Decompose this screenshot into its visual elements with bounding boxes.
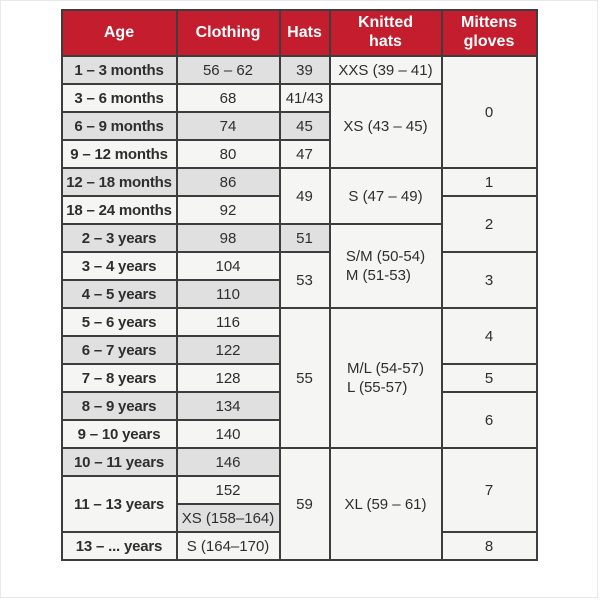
hats-cell: 45 xyxy=(280,112,330,140)
hats-cell: 41/43 xyxy=(280,84,330,112)
age-cell: 3 – 6 months xyxy=(62,84,177,112)
knitted-hats-cell: XXS (39 – 41) xyxy=(330,56,442,84)
mittens-cell: 7 xyxy=(442,448,537,532)
table-row xyxy=(62,252,537,280)
clothing-cell: 86 xyxy=(177,168,280,196)
mittens-cell: 3 xyxy=(442,252,537,308)
clothing-cell: 80 xyxy=(177,140,280,168)
knitted-hats-size-line2: M (51-53) xyxy=(345,267,411,284)
age-cell: 4 – 5 years xyxy=(62,280,177,308)
column-header-age: Age xyxy=(62,10,177,56)
age-cell: 18 – 24 months xyxy=(62,196,177,224)
hats-cell: 39 xyxy=(280,56,330,84)
knitted-hats-size-line1: S/M (50-54) xyxy=(345,247,426,265)
hats-cell: 55 xyxy=(280,308,330,448)
age-cell: 6 – 7 years xyxy=(62,336,177,364)
hats-cell: 49 xyxy=(280,168,330,224)
age-cell: 3 – 4 years xyxy=(62,252,177,280)
age-cell: 1 – 3 months xyxy=(62,56,177,84)
mittens-cell: 6 xyxy=(442,392,537,448)
age-cell: 10 – 11 years xyxy=(62,448,177,476)
age-cell: 12 – 18 months xyxy=(62,168,177,196)
mittens-cell: 5 xyxy=(442,364,537,392)
age-cell: 5 – 6 years xyxy=(62,308,177,336)
column-header-mittens-gloves-line2: gloves xyxy=(463,33,515,50)
age-cell: 11 – 13 years xyxy=(62,476,177,532)
size-chart-table xyxy=(61,9,538,561)
clothing-cell: 140 xyxy=(177,420,280,448)
clothing-cell: 92 xyxy=(177,196,280,224)
knitted-hats-cell xyxy=(330,308,442,448)
age-cell: 13 – ... years xyxy=(62,532,177,560)
hats-cell: 47 xyxy=(280,140,330,168)
mittens-cell: 2 xyxy=(442,196,537,252)
age-cell: 9 – 12 months xyxy=(62,140,177,168)
age-cell: 6 – 9 months xyxy=(62,112,177,140)
age-cell: 2 – 3 years xyxy=(62,224,177,252)
age-cell: 9 – 10 years xyxy=(62,420,177,448)
column-header-mittens-gloves-line1: Mittens xyxy=(461,14,517,32)
clothing-cell: S (164–170) xyxy=(177,532,280,560)
column-header-knitted-hats-line1: Knitted xyxy=(357,14,414,32)
knitted-hats-size-line2: L (55-57) xyxy=(347,379,408,396)
column-header-knitted-hats xyxy=(330,10,442,56)
clothing-cell: 110 xyxy=(177,280,280,308)
clothing-cell: 152 xyxy=(177,476,280,504)
clothing-cell: 128 xyxy=(177,364,280,392)
table-row xyxy=(62,448,537,476)
knitted-hats-cell: XS (43 – 45) xyxy=(330,84,442,168)
knitted-hats-size-line1: M/L (54-57) xyxy=(347,359,424,377)
table-row xyxy=(62,56,537,84)
clothing-cell: 116 xyxy=(177,308,280,336)
mittens-cell: 4 xyxy=(442,308,537,364)
hats-cell: 53 xyxy=(280,252,330,308)
clothing-cell: 74 xyxy=(177,112,280,140)
mittens-cell: 0 xyxy=(442,56,537,168)
hats-cell: 59 xyxy=(280,448,330,560)
clothing-cell: 104 xyxy=(177,252,280,280)
column-header-knitted-hats-line2: hats xyxy=(369,33,402,50)
clothing-cell: 122 xyxy=(177,336,280,364)
clothing-cell: 56 – 62 xyxy=(177,56,280,84)
age-cell: 7 – 8 years xyxy=(62,364,177,392)
clothing-cell: XS (158–164) xyxy=(177,504,280,532)
mittens-cell: 1 xyxy=(442,168,537,196)
header-row xyxy=(62,10,537,56)
knitted-hats-cell: XL (59 – 61) xyxy=(330,448,442,560)
column-header-mittens-gloves xyxy=(442,10,537,56)
clothing-cell: 98 xyxy=(177,224,280,252)
column-header-hats: Hats xyxy=(280,10,330,56)
knitted-hats-cell: S (47 – 49) xyxy=(330,168,442,224)
table-row xyxy=(62,168,537,196)
knitted-hats-cell xyxy=(330,224,442,308)
clothing-cell: 134 xyxy=(177,392,280,420)
knitted-hats-sizes xyxy=(346,247,425,286)
column-header-clothing: Clothing xyxy=(177,10,280,56)
clothing-cell: 146 xyxy=(177,448,280,476)
table-row xyxy=(62,308,537,336)
mittens-cell: 8 xyxy=(442,532,537,560)
knitted-hats-sizes xyxy=(347,359,424,398)
hats-cell: 51 xyxy=(280,224,330,252)
clothing-cell: 68 xyxy=(177,84,280,112)
age-cell: 8 – 9 years xyxy=(62,392,177,420)
